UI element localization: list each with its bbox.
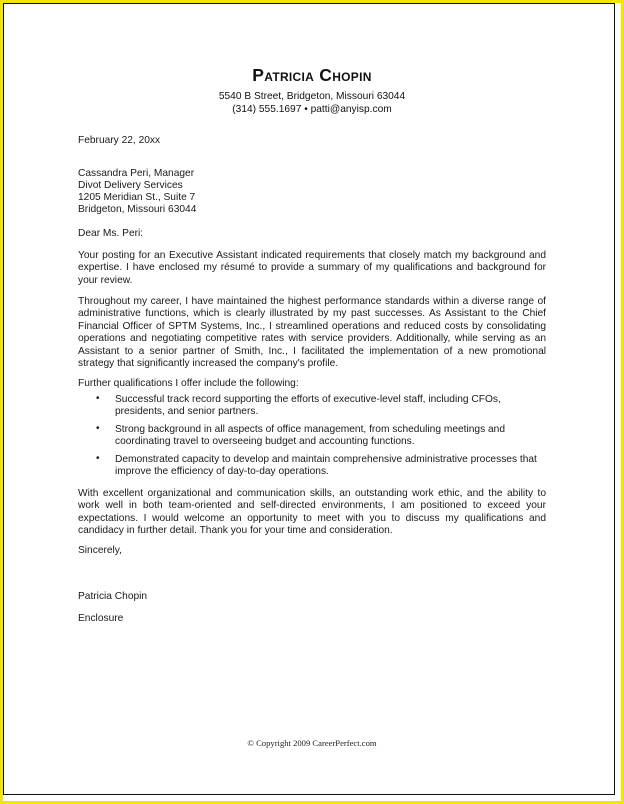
enclosure-note: Enclosure [78, 613, 124, 624]
letter-date: February 22, 20xx [78, 135, 161, 146]
salutation: Dear Ms. Peri: [78, 228, 144, 239]
bullet-dot: • [96, 393, 100, 404]
paragraph-1: Your posting for an Executive Assistant indicated requirements that closely match my background and expertise. I have enclosed my résumé to provide a summary of my qualifications and background for your review. [78, 250, 546, 286]
applicant-name: Patricia Chopin [252, 65, 372, 85]
bullet-item-3: Demonstrated capacity to develop and maintain comprehensive administrative processes that improve the efficiency of day-to-day operations. [115, 454, 537, 478]
paragraph-4: With excellent organizational and communication skills, an outstanding work ethic, and the ability to work well in both team-oriented and self-directed environments, I am positioned to exceed your expectations. I would welcome an opportunity to meet with you to discuss my qualifications and candidacy in further detail. Thank you for your time and consideration. [78, 488, 546, 537]
bullet-item-2: Strong background in all aspects of office management, from scheduling meetings and coordinating travel to overseeing budget and accounting functions. [115, 424, 505, 448]
applicant-contact: (314) 555.1697 • patti@anyisp.com [232, 104, 392, 115]
recipient-street: 1205 Meridian St., Suite 7 [78, 192, 196, 203]
bullet-dot: • [96, 423, 100, 434]
signature-name: Patricia Chopin [78, 591, 148, 602]
applicant-address: 5540 B Street, Bridgeton, Missouri 63044 [218, 91, 406, 102]
paragraph-2: Throughout my career, I have maintained the highest performance standards within a diverse range of administrative functions, which is clearly illustrated by my past successes. As Assistant to the Chief Financial Officer of SPTM Systems, Inc., I streamlined operations and reduced costs by consolidating operations and negotiating competitive rates with service providers. Additionally, while serving as an Assistant to a senior partner of Smith, Inc., I facilitated the implementation of a new promotional strategy that significantly increased the company's profile. [78, 296, 546, 370]
recipient-company: Divot Delivery Services [78, 180, 183, 191]
paragraph-3: Further qualifications I offer include the following: [78, 378, 299, 389]
recipient-city: Bridgeton, Missouri 63044 [78, 204, 197, 215]
bullet-dot: • [96, 453, 100, 464]
closing: Sincerely, [78, 545, 122, 556]
bullet-item-1: Successful track record supporting the efforts of executive-level staff, including CFOs, presidents, and senior partners. [115, 394, 501, 418]
copyright-footer: © Copyright 2009 CareerPerfect.com [247, 738, 377, 748]
recipient-name: Cassandra Peri, Manager [78, 168, 195, 179]
